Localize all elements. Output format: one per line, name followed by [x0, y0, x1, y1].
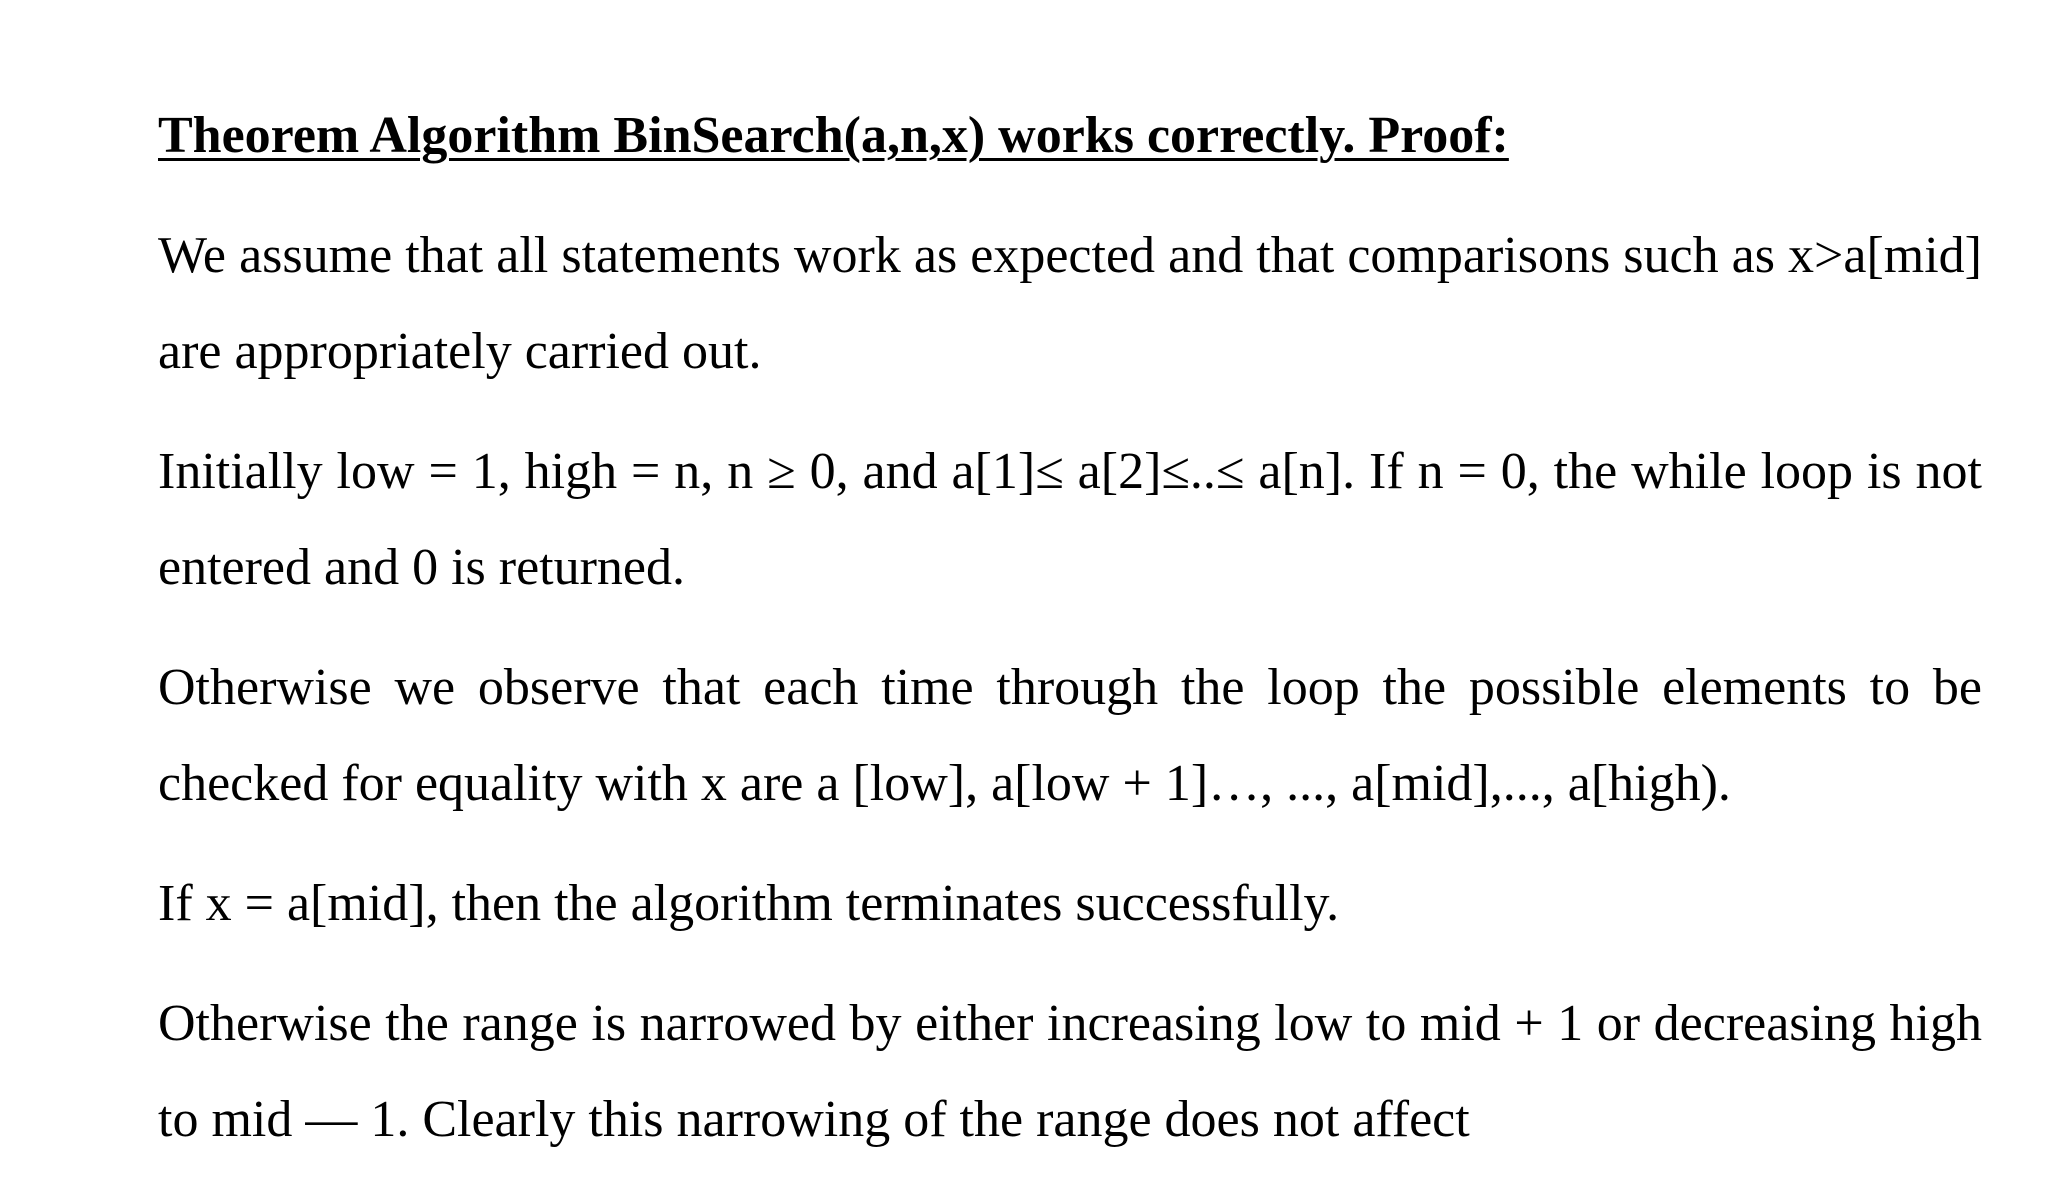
paragraph-initial-conditions: Initially low = 1, high = n, n ≥ 0, and a[1]≤ a[2]≤..≤ a[n]. If n = 0, the while loop is not entered and 0 is returned.	[158, 443, 1982, 596]
paragraph-success-case: If x = a[mid], then the algorithm terminates successfully.	[158, 875, 1340, 932]
paragraph-assumption: We assume that all statements work as expected and that comparisons such as x>a[mid] are appropriately carried out.	[158, 227, 1982, 380]
document-body	[158, 104, 1982, 1192]
theorem-heading: Theorem Algorithm BinSearch(a,n,x) works correctly. Proof:	[158, 107, 1509, 164]
paragraph-range-narrowing: Otherwise the range is narrowed by either increasing low to mid + 1 or decreasing high to mid — 1. Clearly this narrowing of the range does not affect	[158, 995, 1982, 1148]
paragraph-loop-observation: Otherwise we observe that each time through the loop the possible elements to be checked for equality with x are a [low], a[low + 1]…, ..., a[mid],..., a[high).	[158, 659, 1982, 812]
